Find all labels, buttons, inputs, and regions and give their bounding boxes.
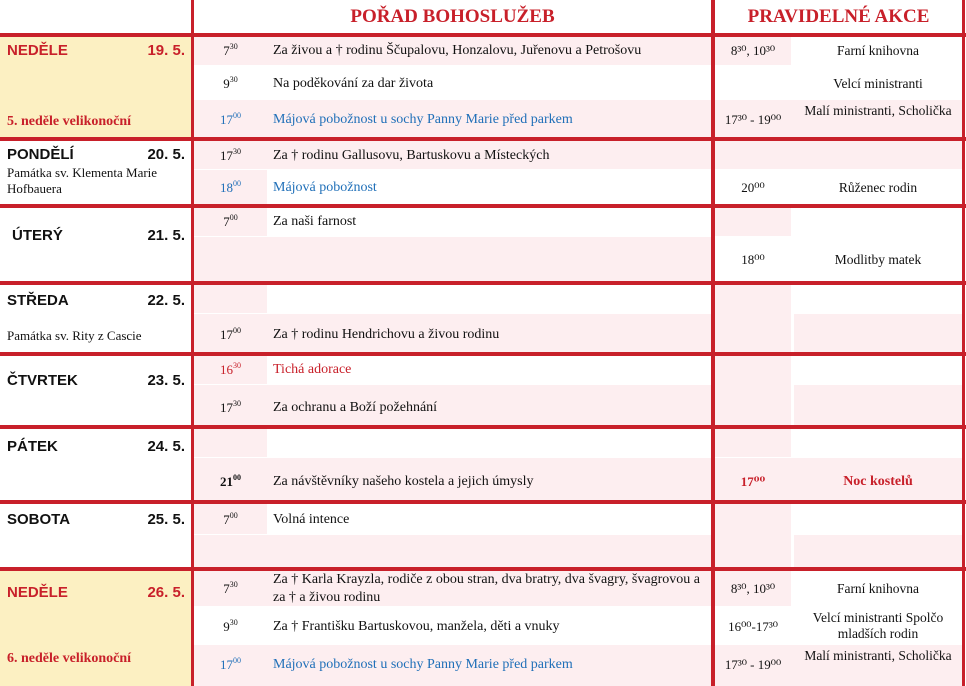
day-name: ÚTERÝ — [12, 227, 63, 244]
day-date: 24. 5. — [147, 438, 185, 455]
mass-intention: Za † Františku Bartuskovou, manžela, děti a vnuky — [273, 619, 560, 634]
event-time: 8³⁰, 10³⁰ — [730, 43, 776, 58]
event-time: 20⁰⁰ — [741, 180, 765, 195]
mass-intention: Na poděkování za dar života — [273, 76, 434, 91]
mass-intention: Za † rodinu Gallusovu, Bartuskovu a Místeckých — [273, 148, 550, 163]
day-note: 5. neděle velikonoční — [7, 114, 132, 129]
day-date: 21. 5. — [147, 227, 185, 244]
day-date: 19. 5. — [147, 42, 185, 59]
day-name: NEDĚLE — [7, 584, 68, 601]
mass-time: $7^{00}$ — [223, 511, 238, 527]
event-name: Noc kostelů — [843, 474, 913, 489]
mass-intention: Tichá adorace — [273, 362, 352, 377]
event-time: 17³⁰ - 19⁰⁰ — [724, 657, 782, 672]
header-services: POŘAD BOHOSLUŽEB — [350, 6, 555, 27]
event-name: Farní knihovna — [836, 581, 920, 596]
mass-time: $7^{30}$ — [223, 42, 238, 58]
mass-time: $18^{00}$ — [220, 179, 241, 195]
mass-intention: Za † Karla Krayzla, rodiče z obou stran, dva bratry, dva švagry, švagrovou a za † a živou rodinu — [273, 572, 700, 605]
mass-intention: Za ochranu a Boží požehnání — [273, 400, 438, 415]
day-name: STŘEDA — [7, 292, 69, 309]
day-name: NEDĚLE — [7, 42, 68, 59]
event-name: Velcí ministranti — [833, 76, 923, 91]
mass-intention: Za živou a † rodinu Ščupalovu, Honzalovu, Juřenovu a Petrošovu — [273, 43, 642, 58]
mass-time: $7^{00}$ — [223, 213, 238, 229]
mass-intention: Májová pobožnost — [273, 180, 377, 195]
event-time: 17⁰⁰ — [740, 474, 766, 489]
event-name: Růženec rodin — [838, 180, 918, 195]
event-time: 18⁰⁰ — [741, 252, 765, 267]
event-name: Malí ministranti, Scholička — [804, 103, 952, 118]
day-note: Památka sv. Rity z Cascie — [7, 328, 142, 343]
mass-intention: Májová pobožnost u sochy Panny Marie před parkem — [273, 657, 573, 672]
mass-time: $17^{00}$ — [220, 326, 241, 342]
event-time: 16⁰⁰-17³⁰ — [728, 619, 778, 634]
event-name: Farní knihovna — [836, 43, 920, 58]
day-date: 25. 5. — [147, 511, 185, 528]
day-note: 6. neděle velikonoční — [7, 651, 132, 666]
mass-time: $17^{00}$ — [220, 111, 241, 127]
mass-time: $16^{30}$ — [220, 361, 241, 377]
header-events: PRAVIDELNÉ AKCE — [747, 6, 930, 27]
mass-time: $17^{30}$ — [220, 147, 241, 163]
mass-time: $9^{30}$ — [223, 618, 238, 634]
mass-intention: Za naši farnost — [273, 214, 357, 229]
mass-time: $17^{30}$ — [220, 399, 241, 415]
day-name: PÁTEK — [7, 438, 58, 455]
day-name: SOBOTA — [7, 511, 71, 528]
mass-intention: Volná intence — [273, 512, 350, 527]
day-date: 26. 5. — [147, 584, 185, 601]
mass-time: $7^{30}$ — [223, 580, 238, 596]
event-name: Malí ministranti, Scholička — [804, 648, 952, 663]
event-name: Velcí ministranti Spolčo mladších rodin — [812, 610, 944, 641]
mass-intention: Za návštěvníky našeho kostela a jejich úmysly — [273, 474, 534, 489]
day-date: 23. 5. — [147, 372, 185, 389]
mass-time: $21^{00}$ — [220, 473, 241, 489]
mass-intention: Májová pobožnost u sochy Panny Marie před parkem — [273, 112, 573, 127]
mass-time: $17^{00}$ — [220, 656, 241, 672]
event-name: Modlitby matek — [834, 252, 922, 267]
event-time: 8³⁰, 10³⁰ — [730, 581, 776, 596]
day-note: Památka sv. Klementa Marie Hofbauera — [7, 165, 158, 196]
mass-time: $9^{30}$ — [223, 75, 238, 91]
day-name: PONDĚLÍ — [7, 146, 74, 163]
day-date: 22. 5. — [147, 292, 185, 309]
mass-intention: Za † rodinu Hendrichovu a živou rodinu — [273, 327, 500, 342]
day-date: 20. 5. — [147, 146, 185, 163]
event-time: 17³⁰ - 19⁰⁰ — [724, 112, 782, 127]
day-name: ČTVRTEK — [7, 372, 78, 389]
